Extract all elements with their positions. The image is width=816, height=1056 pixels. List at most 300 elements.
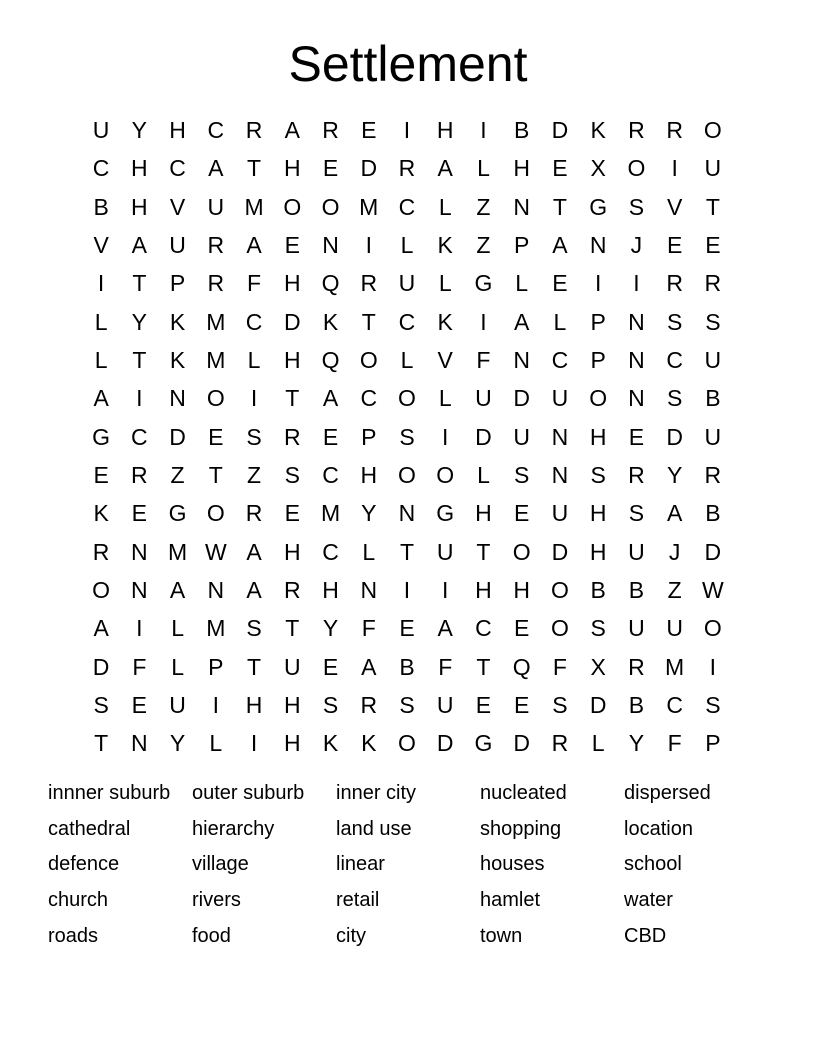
grid-letter[interactable]: Y <box>131 117 148 144</box>
grid-letter[interactable]: S <box>705 692 721 719</box>
grid-letter[interactable]: N <box>322 232 339 259</box>
grid-letter[interactable]: S <box>284 462 300 489</box>
grid-letter[interactable]: P <box>590 347 606 374</box>
grid-letter[interactable]: Y <box>666 462 683 489</box>
grid-letter[interactable]: N <box>513 347 530 374</box>
grid-letter[interactable]: N <box>628 385 645 412</box>
grid-letter[interactable]: D <box>666 423 683 450</box>
grid-letter[interactable]: O <box>703 117 722 144</box>
grid-letter[interactable]: R <box>245 500 263 527</box>
grid-letter[interactable]: A <box>514 308 530 335</box>
grid-letter[interactable]: R <box>628 653 645 680</box>
grid-letter[interactable]: X <box>590 155 606 182</box>
grid-letter[interactable]: L <box>515 270 529 297</box>
grid-letter[interactable]: K <box>169 347 186 374</box>
grid-letter[interactable]: R <box>131 462 148 489</box>
grid-letter[interactable]: T <box>476 538 491 565</box>
grid-letter[interactable]: T <box>247 155 262 182</box>
grid-letter[interactable]: Y <box>628 730 645 757</box>
grid-letter[interactable]: M <box>320 500 341 527</box>
grid-letter[interactable]: L <box>438 385 452 412</box>
grid-letter[interactable]: H <box>475 500 492 527</box>
grid-letter[interactable]: U <box>283 653 301 680</box>
grid-letter[interactable]: A <box>246 232 262 259</box>
grid-letter[interactable]: H <box>283 155 301 182</box>
grid-letter[interactable]: D <box>704 538 722 565</box>
grid-letter[interactable]: O <box>206 385 225 412</box>
grid-letter[interactable]: J <box>668 538 681 565</box>
grid-letter[interactable]: O <box>550 577 569 604</box>
grid-letter[interactable]: D <box>92 653 110 680</box>
grid-letter[interactable]: M <box>206 347 226 374</box>
grid-letter[interactable]: V <box>666 193 683 220</box>
grid-letter[interactable]: Y <box>131 308 148 335</box>
grid-letter[interactable]: K <box>322 730 339 757</box>
word-list-row <box>48 812 768 848</box>
grid-letter[interactable]: U <box>628 538 645 565</box>
word-list-row <box>48 918 768 954</box>
grid-letter[interactable]: K <box>437 308 453 335</box>
grid-letter[interactable]: H <box>513 577 530 604</box>
grid-letter[interactable]: C <box>666 692 683 719</box>
grid-letter[interactable]: T <box>132 347 147 374</box>
grid-letter[interactable]: O <box>398 462 416 489</box>
grid-letter[interactable]: B <box>514 117 530 144</box>
grid-letter[interactable]: F <box>552 653 567 680</box>
grid-row <box>82 724 732 762</box>
grid-letter[interactable]: H <box>283 270 301 297</box>
grid-letter[interactable]: C <box>322 462 339 489</box>
grid-letter[interactable]: L <box>477 155 490 182</box>
grid-letter[interactable]: B <box>93 193 109 220</box>
grid-letter[interactable]: N <box>551 423 569 450</box>
grid-letter[interactable]: R <box>322 117 339 144</box>
grid-letter[interactable]: L <box>171 653 184 680</box>
grid-letter[interactable]: R <box>283 577 301 604</box>
grid-letter[interactable]: T <box>476 653 491 680</box>
grid-letter[interactable]: U <box>475 385 492 412</box>
grid-letter[interactable]: N <box>169 385 186 412</box>
grid-letter[interactable]: N <box>360 577 378 604</box>
grid-letter[interactable]: Q <box>321 347 340 374</box>
grid-letter[interactable]: S <box>590 462 606 489</box>
grid-letter[interactable]: C <box>245 308 263 335</box>
grid-letter[interactable]: L <box>362 538 376 565</box>
grid-letter[interactable]: F <box>247 270 262 297</box>
grid-letter[interactable]: S <box>93 692 109 719</box>
grid-letter[interactable]: E <box>514 500 530 527</box>
grid-letter[interactable]: O <box>92 577 111 604</box>
grid-letter[interactable]: F <box>438 653 453 680</box>
grid-letter[interactable]: L <box>247 347 261 374</box>
grid-letter[interactable]: G <box>589 193 608 220</box>
grid-letter[interactable]: A <box>169 577 186 604</box>
grid-letter[interactable]: F <box>132 653 147 680</box>
grid-letter[interactable]: N <box>131 538 148 565</box>
grid-letter[interactable]: V <box>437 347 453 374</box>
grid-letter[interactable]: C <box>92 155 110 182</box>
grid-letter[interactable]: R <box>207 270 225 297</box>
grid-letter[interactable]: C <box>322 538 339 565</box>
grid-letter[interactable]: I <box>212 692 220 719</box>
grid-letter[interactable]: L <box>400 347 414 374</box>
grid-letter[interactable]: L <box>94 347 108 374</box>
grid-letter[interactable]: N <box>513 193 530 220</box>
grid-letter[interactable]: C <box>475 615 492 642</box>
grid-letter[interactable]: D <box>513 730 530 757</box>
grid-letter[interactable]: I <box>709 653 717 680</box>
grid-letter[interactable]: F <box>361 615 376 642</box>
grid-letter[interactable]: T <box>705 193 720 220</box>
grid-letter[interactable]: W <box>204 538 227 565</box>
grid-letter[interactable]: U <box>207 193 225 220</box>
grid-letter[interactable]: O <box>703 615 722 642</box>
grid-letter[interactable]: H <box>169 117 186 144</box>
grid-letter[interactable]: A <box>361 653 377 680</box>
grid-letter[interactable]: G <box>474 270 493 297</box>
grid-letter[interactable]: T <box>552 193 567 220</box>
grid-letter[interactable]: P <box>514 232 530 259</box>
grid-letter[interactable]: A <box>208 155 224 182</box>
grid-letter[interactable]: S <box>399 423 415 450</box>
grid-letter[interactable]: B <box>590 577 606 604</box>
grid-letter[interactable]: I <box>480 117 487 144</box>
grid-letter[interactable]: S <box>666 308 683 335</box>
grid-letter[interactable]: G <box>92 423 111 450</box>
grid-letter[interactable]: S <box>246 423 262 450</box>
grid-row <box>82 418 732 456</box>
grid-letter[interactable]: R <box>666 117 683 144</box>
grid-letter[interactable]: R <box>666 270 683 297</box>
grid-letter[interactable]: K <box>361 730 377 757</box>
grid-letter[interactable]: S <box>322 692 339 719</box>
grid-letter[interactable]: D <box>169 423 186 450</box>
grid-letter[interactable]: H <box>360 462 378 489</box>
grid-letter[interactable]: L <box>438 193 452 220</box>
grid-letter[interactable]: A <box>552 232 568 259</box>
grid-letter[interactable]: H <box>513 155 530 182</box>
grid-letter[interactable]: L <box>591 730 605 757</box>
grid-letter[interactable]: Z <box>476 193 491 220</box>
grid-letter[interactable]: E <box>514 615 530 642</box>
grid-letter[interactable]: I <box>97 270 105 297</box>
grid-letter[interactable]: M <box>206 308 226 335</box>
grid-letter[interactable]: R <box>207 232 225 259</box>
grid-letter[interactable]: P <box>208 653 224 680</box>
grid-letter[interactable]: E <box>399 615 415 642</box>
grid-letter[interactable]: S <box>705 308 721 335</box>
grid-letter[interactable]: S <box>628 500 645 527</box>
grid-letter[interactable]: J <box>630 232 643 259</box>
grid-letter[interactable]: U <box>398 270 416 297</box>
grid-letter[interactable]: I <box>594 270 602 297</box>
grid-letter[interactable]: H <box>322 577 339 604</box>
grid-letter[interactable]: E <box>552 270 568 297</box>
grid-letter[interactable]: F <box>476 347 491 374</box>
grid-letter[interactable]: T <box>247 653 262 680</box>
grid-letter[interactable]: Z <box>667 577 682 604</box>
grid-letter[interactable]: U <box>704 347 722 374</box>
grid-letter[interactable]: E <box>93 462 109 489</box>
grid-letter[interactable]: U <box>513 423 530 450</box>
grid-letter[interactable]: T <box>208 462 223 489</box>
grid-letter[interactable]: D <box>589 692 607 719</box>
grid-letter[interactable]: C <box>398 193 416 220</box>
word-list-item: church <box>48 889 109 912</box>
grid-letter[interactable]: L <box>209 730 223 757</box>
grid-letter[interactable]: H <box>475 577 492 604</box>
grid-letter[interactable]: Y <box>322 615 339 642</box>
letter-grid <box>82 111 732 763</box>
grid-letter[interactable]: E <box>284 232 300 259</box>
grid-letter[interactable]: A <box>246 577 262 604</box>
grid-letter[interactable]: X <box>590 653 606 680</box>
grid-letter[interactable]: B <box>628 692 645 719</box>
grid-letter[interactable]: K <box>437 232 453 259</box>
grid-letter[interactable]: H <box>436 117 454 144</box>
grid-letter[interactable]: D <box>436 730 454 757</box>
grid-letter[interactable]: R <box>92 538 110 565</box>
grid-letter[interactable]: M <box>359 193 379 220</box>
grid-letter[interactable]: L <box>94 308 108 335</box>
grid-letter[interactable]: A <box>666 500 683 527</box>
grid-letter[interactable]: K <box>590 117 606 144</box>
grid-letter[interactable]: Z <box>247 462 262 489</box>
grid-letter[interactable]: E <box>552 155 568 182</box>
grid-letter[interactable]: E <box>666 232 683 259</box>
grid-letter[interactable]: P <box>361 423 377 450</box>
grid-letter[interactable]: U <box>628 615 645 642</box>
grid-letter[interactable]: A <box>131 232 148 259</box>
grid-letter[interactable]: N <box>131 577 148 604</box>
grid-letter[interactable]: R <box>245 117 263 144</box>
grid-letter[interactable]: K <box>169 308 186 335</box>
grid-letter[interactable]: U <box>436 692 454 719</box>
grid-letter[interactable]: E <box>208 423 224 450</box>
grid-letter[interactable]: C <box>131 423 148 450</box>
grid-letter[interactable]: H <box>589 538 607 565</box>
word-list-item: CBD <box>624 924 667 947</box>
grid-letter[interactable]: E <box>284 500 300 527</box>
grid-letter[interactable]: A <box>246 538 262 565</box>
grid-letter[interactable]: R <box>398 155 416 182</box>
grid-letter[interactable]: S <box>246 615 262 642</box>
grid-letter[interactable]: I <box>403 577 411 604</box>
grid-letter[interactable]: R <box>283 423 301 450</box>
grid-letter[interactable]: H <box>131 155 148 182</box>
grid-letter[interactable]: H <box>131 193 148 220</box>
grid-letter[interactable]: O <box>359 347 378 374</box>
grid-letter[interactable]: I <box>136 615 143 642</box>
grid-row <box>82 149 732 187</box>
grid-letter[interactable]: E <box>361 117 377 144</box>
grid-letter[interactable]: A <box>284 117 300 144</box>
grid-letter[interactable]: N <box>589 232 607 259</box>
grid-letter[interactable]: U <box>551 385 569 412</box>
grid-letter[interactable]: O <box>550 615 569 642</box>
grid-letter[interactable]: U <box>92 117 110 144</box>
grid-letter[interactable]: P <box>169 270 186 297</box>
grid-letter[interactable]: L <box>400 232 414 259</box>
grid-letter[interactable]: G <box>436 500 455 527</box>
grid-letter[interactable]: N <box>398 500 416 527</box>
grid-letter[interactable]: I <box>480 308 487 335</box>
grid-letter[interactable]: B <box>705 500 721 527</box>
grid-letter[interactable]: C <box>666 347 683 374</box>
grid-letter[interactable]: T <box>399 538 415 565</box>
grid-letter[interactable]: P <box>705 730 721 757</box>
grid-letter[interactable]: B <box>705 385 721 412</box>
grid-letter[interactable]: N <box>628 347 645 374</box>
grid-letter[interactable]: I <box>250 730 258 757</box>
grid-letter[interactable]: D <box>551 117 569 144</box>
grid-letter[interactable]: U <box>169 692 186 719</box>
grid-letter[interactable]: O <box>283 193 302 220</box>
grid-letter[interactable]: R <box>628 117 645 144</box>
grid-letter[interactable]: I <box>671 155 678 182</box>
word-list-item: shopping <box>480 817 562 840</box>
grid-letter[interactable]: N <box>628 308 645 335</box>
grid-letter[interactable]: R <box>704 462 722 489</box>
grid-letter[interactable]: I <box>442 577 449 604</box>
grid-letter[interactable]: H <box>589 500 607 527</box>
grid-letter[interactable]: D <box>360 155 378 182</box>
grid-letter[interactable]: A <box>93 385 109 412</box>
grid-letter[interactable]: H <box>589 423 607 450</box>
grid-letter[interactable]: R <box>551 730 569 757</box>
grid-letter[interactable]: I <box>136 385 143 412</box>
grid-letter[interactable]: I <box>633 270 640 297</box>
grid-letter[interactable]: E <box>131 500 148 527</box>
grid-letter[interactable]: O <box>627 155 646 182</box>
grid-letter[interactable]: G <box>168 500 187 527</box>
grid-letter[interactable]: Z <box>170 462 185 489</box>
grid-letter[interactable]: U <box>169 232 186 259</box>
grid-letter[interactable]: Q <box>321 270 340 297</box>
grid-letter[interactable]: E <box>322 653 339 680</box>
grid-letter[interactable]: P <box>590 308 606 335</box>
grid-letter[interactable]: U <box>436 538 454 565</box>
grid-letter[interactable]: S <box>552 692 568 719</box>
grid-letter[interactable]: E <box>705 232 721 259</box>
grid-letter[interactable]: Y <box>169 730 186 757</box>
grid-letter[interactable]: A <box>437 155 453 182</box>
grid-letter[interactable]: M <box>168 538 188 565</box>
grid-letter[interactable]: F <box>667 730 682 757</box>
grid-letter[interactable]: M <box>244 193 264 220</box>
grid-letter[interactable]: T <box>361 308 376 335</box>
grid-letter[interactable]: T <box>285 615 300 642</box>
grid-letter[interactable]: U <box>704 423 722 450</box>
grid-letter[interactable]: H <box>283 692 301 719</box>
grid-letter[interactable]: D <box>513 385 530 412</box>
grid-letter[interactable]: V <box>169 193 186 220</box>
grid-letter[interactable]: K <box>93 500 109 527</box>
grid-letter[interactable]: L <box>438 270 452 297</box>
grid-letter[interactable]: N <box>131 730 148 757</box>
grid-letter[interactable]: E <box>475 692 492 719</box>
grid-letter[interactable]: O <box>436 462 455 489</box>
grid-letter[interactable]: O <box>398 730 416 757</box>
grid-letter[interactable]: Z <box>476 232 491 259</box>
grid-letter[interactable]: O <box>512 538 531 565</box>
grid-letter[interactable]: Q <box>512 653 531 680</box>
grid-letter[interactable]: O <box>206 500 225 527</box>
grid-letter[interactable]: I <box>250 385 258 412</box>
grid-letter[interactable]: K <box>322 308 339 335</box>
grid-letter[interactable]: G <box>474 730 493 757</box>
grid-letter[interactable]: D <box>551 538 569 565</box>
grid-letter[interactable]: B <box>399 653 415 680</box>
grid-letter[interactable]: R <box>360 692 378 719</box>
grid-letter[interactable]: O <box>398 385 416 412</box>
grid-letter[interactable]: L <box>553 308 567 335</box>
grid-letter[interactable]: C <box>207 117 225 144</box>
grid-letter[interactable]: M <box>665 653 685 680</box>
grid-letter[interactable]: V <box>93 232 109 259</box>
grid-letter[interactable]: H <box>283 538 301 565</box>
grid-letter[interactable]: T <box>94 730 109 757</box>
grid-letter[interactable]: D <box>475 423 492 450</box>
grid-letter[interactable]: S <box>628 193 645 220</box>
grid-letter[interactable]: E <box>322 155 339 182</box>
grid-letter[interactable]: N <box>551 462 569 489</box>
grid-letter[interactable]: S <box>514 462 530 489</box>
grid-letter[interactable]: U <box>666 615 683 642</box>
grid-letter[interactable]: D <box>283 308 301 335</box>
grid-letter[interactable]: T <box>285 385 300 412</box>
grid-letter[interactable]: H <box>283 347 301 374</box>
grid-letter[interactable]: E <box>628 423 645 450</box>
grid-letter[interactable]: C <box>398 308 416 335</box>
grid-letter[interactable]: N <box>207 577 225 604</box>
grid-letter[interactable]: A <box>93 615 109 642</box>
grid-letter[interactable]: O <box>321 193 340 220</box>
grid-letter[interactable]: E <box>322 423 339 450</box>
grid-letter[interactable]: H <box>245 692 263 719</box>
grid-letter[interactable]: C <box>551 347 569 374</box>
grid-letter[interactable]: H <box>283 730 301 757</box>
grid-row <box>82 379 732 417</box>
grid-letter[interactable]: E <box>131 692 148 719</box>
grid-letter[interactable]: C <box>360 385 378 412</box>
grid-letter[interactable]: S <box>666 385 683 412</box>
grid-letter[interactable]: S <box>590 615 606 642</box>
grid-letter[interactable]: A <box>322 385 339 412</box>
grid-letter[interactable]: Y <box>361 500 377 527</box>
grid-row <box>82 571 732 609</box>
grid-letter[interactable]: R <box>704 270 722 297</box>
grid-letter[interactable]: T <box>132 270 147 297</box>
grid-letter[interactable]: A <box>437 615 453 642</box>
grid-letter[interactable]: W <box>702 577 724 604</box>
grid-letter[interactable]: R <box>628 462 645 489</box>
grid-letter[interactable]: M <box>206 615 226 642</box>
grid-letter[interactable]: C <box>169 155 186 182</box>
grid-letter[interactable]: L <box>171 615 184 642</box>
grid-letter[interactable]: S <box>399 692 415 719</box>
grid-letter[interactable]: U <box>551 500 569 527</box>
grid-letter[interactable]: I <box>442 423 449 450</box>
grid-letter[interactable]: L <box>477 462 490 489</box>
grid-letter[interactable]: E <box>514 692 530 719</box>
grid-letter[interactable]: R <box>360 270 378 297</box>
grid-letter[interactable]: O <box>589 385 608 412</box>
grid-letter[interactable]: I <box>365 232 372 259</box>
grid-letter[interactable]: U <box>704 155 722 182</box>
grid-letter[interactable]: I <box>403 117 411 144</box>
grid-letter[interactable]: B <box>628 577 645 604</box>
